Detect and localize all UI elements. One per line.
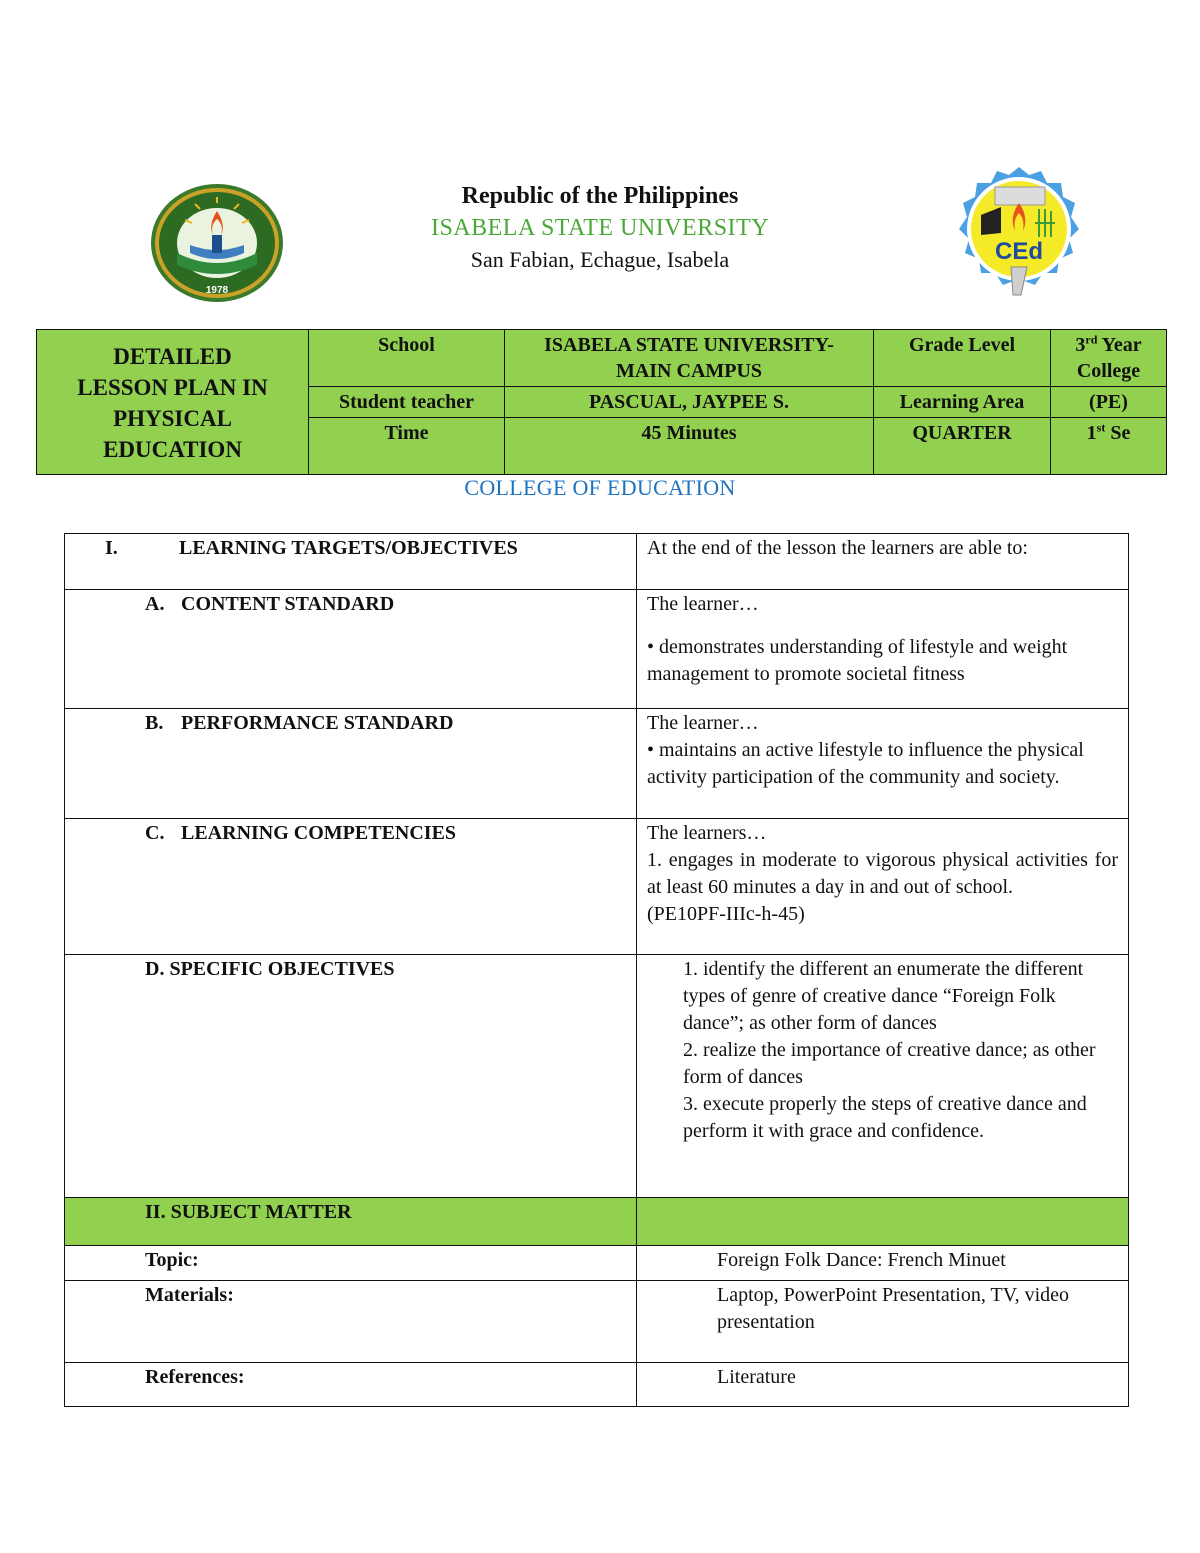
references-label: References: xyxy=(65,1363,637,1407)
student-teacher-label: Student teacher xyxy=(309,387,505,418)
references-value: Literature xyxy=(637,1363,1129,1407)
school-label: School xyxy=(309,330,505,387)
materials-value: Laptop, PowerPoint Presentation, TV, video presentation xyxy=(637,1281,1129,1363)
lesson-plan-table xyxy=(64,533,1129,1407)
table-row xyxy=(65,1363,1129,1407)
school-value: ISABELA STATE UNIVERSITY- MAIN CAMPUS xyxy=(505,330,874,387)
topic-label: Topic: xyxy=(65,1246,637,1281)
document-header xyxy=(0,180,1200,276)
learning-competencies-value: The learners… 1. engages in moderate to vigorous physical activities for at least 60 minutes a day in and out of school. (PE10PF-IIIc-h-45) xyxy=(637,819,1129,955)
performance-standard-value: The learner… • maintains an active lifestyle to influence the physical activity participation of the community and society. xyxy=(637,709,1129,819)
time-label: Time xyxy=(309,418,505,475)
learning-area-label: Learning Area xyxy=(874,387,1051,418)
topic-value: Foreign Folk Dance: French Minuet xyxy=(637,1246,1129,1281)
materials-label: Materials: xyxy=(65,1281,637,1363)
seal-year: 1978 xyxy=(205,285,229,296)
content-standard-value: The learner… • demonstrates understanding of lifestyle and weight management to promote societal fitness xyxy=(637,590,1129,709)
table-row xyxy=(65,955,1129,1198)
grade-level-label: Grade Level xyxy=(874,330,1051,387)
ced-logo-text: CEd xyxy=(995,238,1043,265)
table-row xyxy=(65,709,1129,819)
content-standard-label: A. CONTENT STANDARD xyxy=(65,590,637,709)
table-row xyxy=(65,1198,1129,1246)
lesson-info-table xyxy=(36,329,1167,475)
learning-area-value: (PE) xyxy=(1051,387,1167,418)
header-university: ISABELA STATE UNIVERSITY xyxy=(430,215,770,241)
header-address: San Fabian, Echague, Isabela xyxy=(470,247,730,272)
objectives-label: I. LEARNING TARGETS/OBJECTIVES xyxy=(65,534,637,590)
performance-standard-label: B. PERFORMANCE STANDARD xyxy=(65,709,637,819)
table-row xyxy=(65,590,1129,709)
subject-matter-value xyxy=(637,1198,1129,1246)
table-row xyxy=(65,1281,1129,1363)
table-row xyxy=(65,819,1129,955)
table-row xyxy=(65,534,1129,590)
specific-objectives-value: 1. identify the different an enumerate the different types of genre of creative dance “Foreign Folk dance”; as other form of dances 2. realize the importance of creative dance; as other form of dances 3. execute properly the steps of creative dance and perform it with grace and confidence. xyxy=(637,955,1129,1198)
table-row xyxy=(65,1246,1129,1281)
quarter-value: 1st Se xyxy=(1051,418,1167,475)
grade-level-value: 3rd Year College xyxy=(1051,330,1167,387)
student-teacher-value: PASCUAL, JAYPEE S. xyxy=(505,387,874,418)
time-value: 45 Minutes xyxy=(505,418,874,475)
quarter-label: QUARTER xyxy=(874,418,1051,475)
header-republic: Republic of the Philippines xyxy=(461,183,739,209)
learning-competencies-label: C. LEARNING COMPETENCIES xyxy=(65,819,637,955)
college-title: COLLEGE OF EDUCATION xyxy=(464,475,736,500)
objectives-value: At the end of the lesson the learners are able to: xyxy=(637,534,1129,590)
specific-objectives-label: D. SPECIFIC OBJECTIVES xyxy=(65,955,637,1198)
subject-matter-label: II. SUBJECT MATTER xyxy=(65,1198,637,1246)
lesson-plan-title: DETAILED LESSON PLAN IN PHYSICAL EDUCATION xyxy=(37,330,309,475)
